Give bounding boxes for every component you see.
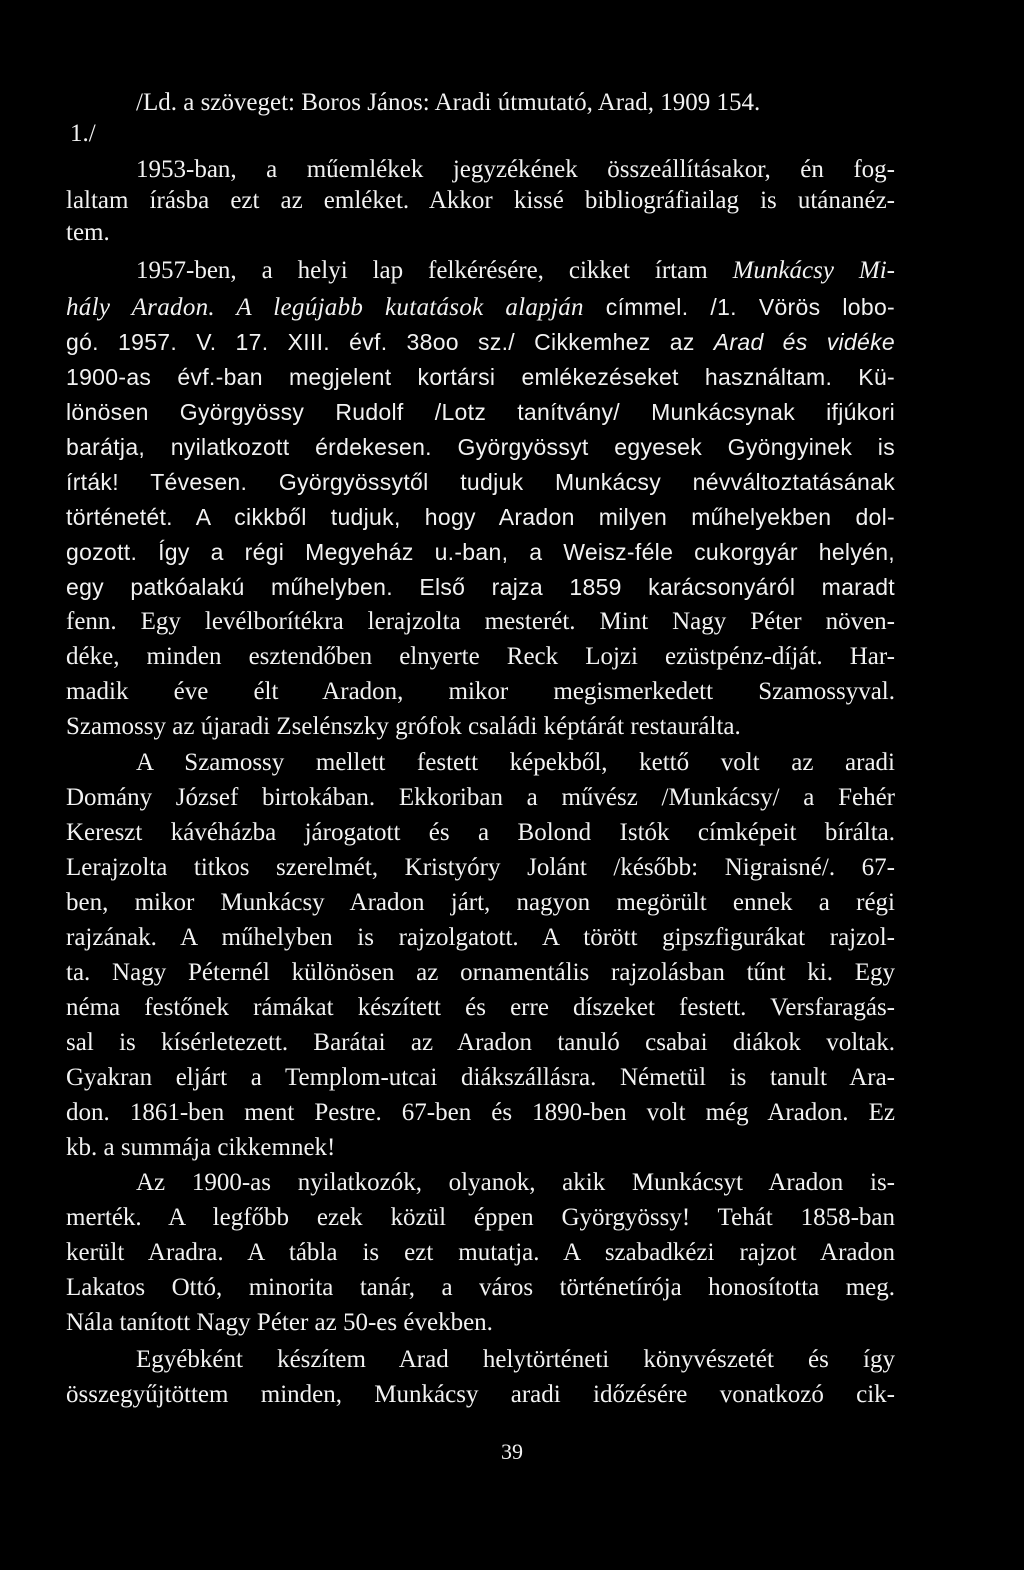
text-line (66, 327, 895, 357)
italic-title: Munkácsy Mi- (732, 257, 895, 284)
text-line: Az 1900-as nyilatkozók, olyanok, akik Munkácsyt Aradon is- (136, 1169, 895, 1196)
text-span: 1957-ben, a helyi lap felkérésére, cikket írtam (136, 257, 733, 284)
text-line: tem. (66, 219, 110, 246)
text-line: Egyébként készítem Arad helytörténeti könyvészetét és így (136, 1346, 895, 1373)
text-line: Domány József birtokában. Ekkoriban a művész /Munkácsy/ a Fehér (66, 784, 895, 811)
text-line: madik éve élt Aradon, mikor megismerkedett Szamossyval. (66, 678, 895, 705)
text-line: egy patkóalakú műhelyben. Első rajza 1859 karácsonyáról maradt (66, 574, 895, 600)
text-line (136, 256, 895, 286)
text-line: /Ld. a szöveget: Boros János: Aradi útmutató, Arad, 1909 154. (136, 89, 761, 116)
text-line: laltam írásba ezt az emléket. Akkor kissé bibliográfiailag is utánanéz- (66, 187, 895, 214)
text-line: rajzának. A műhelyben is rajzolgatott. A törött gipszfigurákat rajzol- (66, 924, 895, 951)
text-span: gó. 1957. V. 17. XIII. évf. 38oo sz./ Cikkemhez az (66, 329, 714, 355)
text-line: néma festőnek rámákat készített és erre díszeket festett. Versfaragás- (66, 994, 895, 1021)
text-line: A Szamossy mellett festett képekből, kettő volt az aradi (136, 749, 895, 776)
text-line: barátja, nyilatkozott érdekesen. Györgyössyt egyesek Gyöngyinek is (66, 434, 895, 460)
text-line: 1953-ban, a műemlékek jegyzékének összeállításakor, én fog- (136, 156, 895, 183)
text-line: gozott. Így a régi Megyeház u.-ban, a Weisz-féle cukorgyár helyén, (66, 539, 895, 565)
text-line: Lerajzolta titkos szerelmét, Kristyóry Jolánt /később: Nigraisné/. 67- (66, 854, 895, 881)
text-line: Nála tanított Nagy Péter az 50-es években. (66, 1309, 493, 1336)
text-line: történetét. A cikkből tudjuk, hogy Aradon milyen műhelyekben dol- (66, 504, 895, 530)
text-line: került Aradra. A tábla is ezt mutatja. A szabadkézi rajzot Aradon (66, 1239, 895, 1266)
text-span: címmel. /1. Vörös lobo- (583, 294, 896, 320)
italic-title: Arad és vidéke (713, 329, 895, 355)
text-line: lönösen Györgyössy Rudolf /Lotz tanítvány/ Munkácsynak ifjúkori (66, 399, 895, 425)
text-line (66, 292, 895, 323)
text-line: don. 1861-ben ment Pestre. 67-ben és 1890-ben volt még Aradon. Ez (66, 1099, 895, 1126)
text-line: ben, mikor Munkácsy Aradon járt, nagyon megörült ennek a régi (66, 889, 895, 916)
text-line: 1900-as évf.-ban megjelent kortársi emlékezéseket használtam. Kü- (66, 364, 895, 390)
text-line: déke, minden esztendőben elnyerte Reck Lojzi ezüstpénz-díját. Har- (66, 643, 895, 670)
text-line: kb. a summája cikkemnek! (66, 1134, 336, 1161)
text-line: írták! Tévesen. Györgyössytől tudjuk Munkácsy névváltoztatásának (66, 469, 895, 495)
text-line: 1./ (70, 120, 96, 147)
text-line: fenn. Egy levélborítékra lerajzolta mesterét. Mint Nagy Péter növen- (66, 608, 895, 635)
text-line: merték. A legfőbb ezek közül éppen Györgyössy! Tehát 1858-ban (66, 1204, 895, 1231)
text-line: Gyakran eljárt a Templom-utcai diákszállásra. Németül is tanult Ara- (66, 1064, 895, 1091)
text-line: Kereszt kávéházba járogatott és a Bolond Istók címképeit bírálta. (66, 819, 895, 846)
text-line: összegyűjtöttem minden, Munkácsy aradi időzésére vonatkozó cik- (66, 1381, 895, 1408)
text-line: sal is kísérletezett. Barátai az Aradon tanuló csabai diákok voltak. (66, 1029, 895, 1056)
text-line: Lakatos Ottó, minorita tanár, a város történetírója honosította meg. (66, 1274, 895, 1301)
page-number: 39 (501, 1439, 523, 1464)
italic-title: hály Aradon. A legújabb kutatások alapján (66, 294, 584, 321)
text-line: ta. Nagy Péternél különösen az ornamentális rajzolásban tűnt ki. Egy (66, 959, 895, 986)
text-line: Szamossy az újaradi Zselénszky grófok családi képtárát restaurálta. (66, 713, 741, 740)
